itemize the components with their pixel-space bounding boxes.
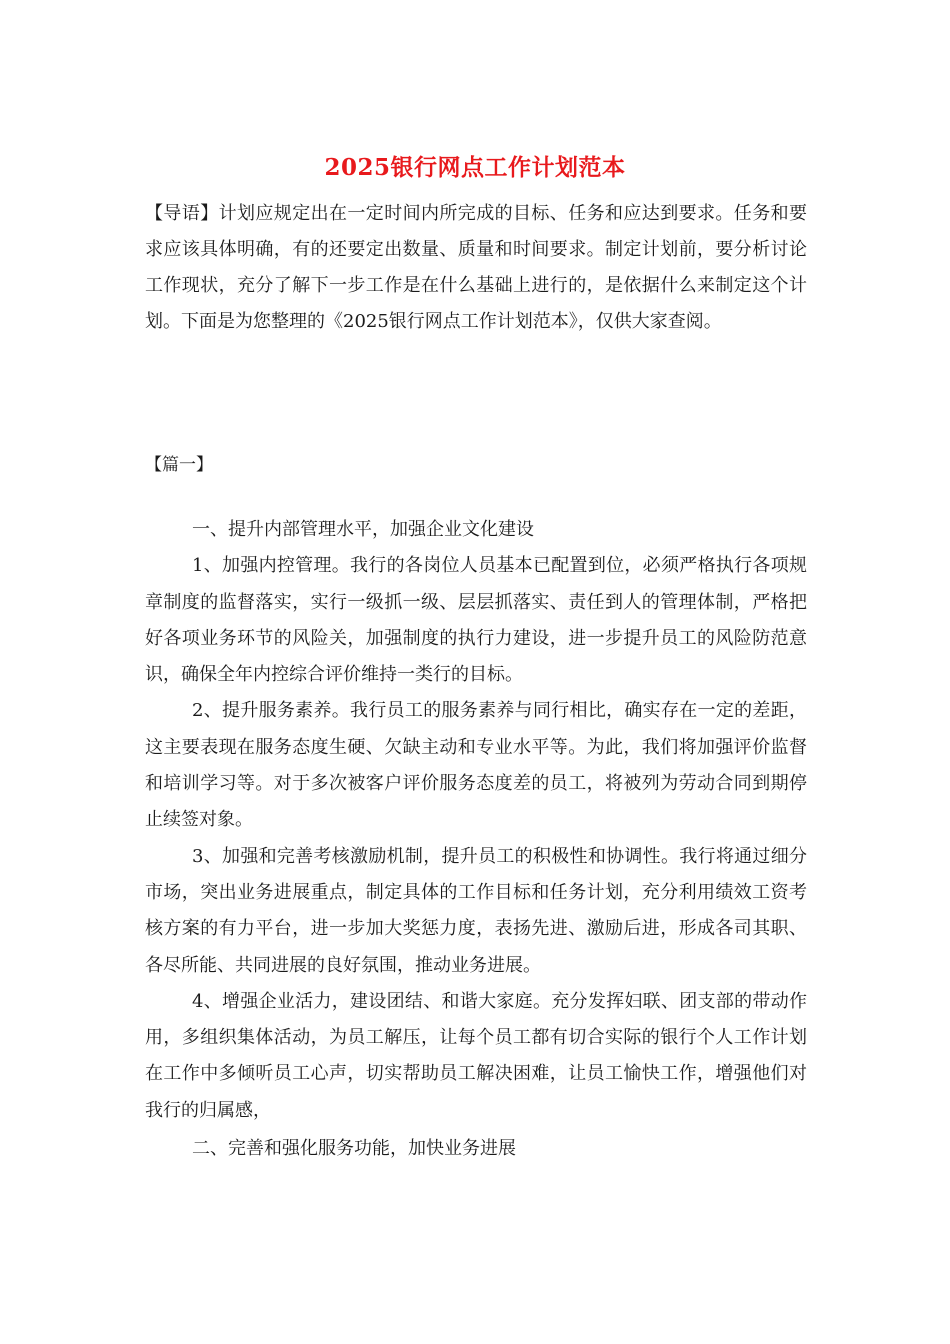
paragraph-4: 4、增强企业活力，建设团结、和谐大家庭。充分发挥妇联、团支部的带动作用，多组织集体活动，为员工解压，让每个员工都有切合实际的银行个人工作计划在工作中多倾听员工心声，切实帮助员工解决困难，让员工愉快工作，增强他们对我行的归属感， [145,990,807,1121]
section-heading-1: 一、提升内部管理水平，加强企业文化建设 [192,519,534,540]
intro-paragraph: 【导语】计划应规定出在一定时间内所完成的目标、任务和应达到要求。任务和要求应该具体明确，有的还要定出数量、质量和时间要求。制定计划前，要分析讨论工作现状，充分了解下一步工作是在什么基础上进行的，是依据什么来制定这个计划。下面是为您整理的《2025银行网点工作计划范本》，仅供大家查阅。 [145,203,807,332]
section-label: 【篇一】 [145,455,213,475]
paragraph-2: 2、提升服务素养。我行员工的服务素养与同行相比，确实存在一定的差距，这主要表现在服务态度生硬、欠缺主动和专业水平等。为此，我们将加强评价监督和培训学习等。对于多次被客户评价服务态度差的员工，将被列为劳动合同到期停止续签对象。 [145,700,807,831]
section-heading-2: 二、完善和强化服务功能，加快业务进展 [192,1138,516,1160]
document-title: 2025银行网点工作计划范本 [324,154,626,181]
paragraph-1: 1、加强内控管理。我行的各岗位人员基本已配置到位，必须严格执行各项规章制度的监督落实，实行一级抓一级、层层抓落实、责任到人的管理体制，严格把好各项业务环节的风险关，加强制度的执行力建设，进一步提升员工的风险防范意识，确保全年内控综合评价维持一类行的目标。 [145,555,807,686]
section-body [145,512,807,1167]
paragraph-3: 3、加强和完善考核激励机制，提升员工的积极性和协调性。我行将通过细分市场，突出业务进展重点，制定具体的工作目标和任务计划，充分利用绩效工资考核方案的有力平台，进一步加大奖惩力度，表扬先进、激励后进，形成各司其职、各尽所能、共同进展的良好氛围，推动业务进展。 [145,845,807,976]
